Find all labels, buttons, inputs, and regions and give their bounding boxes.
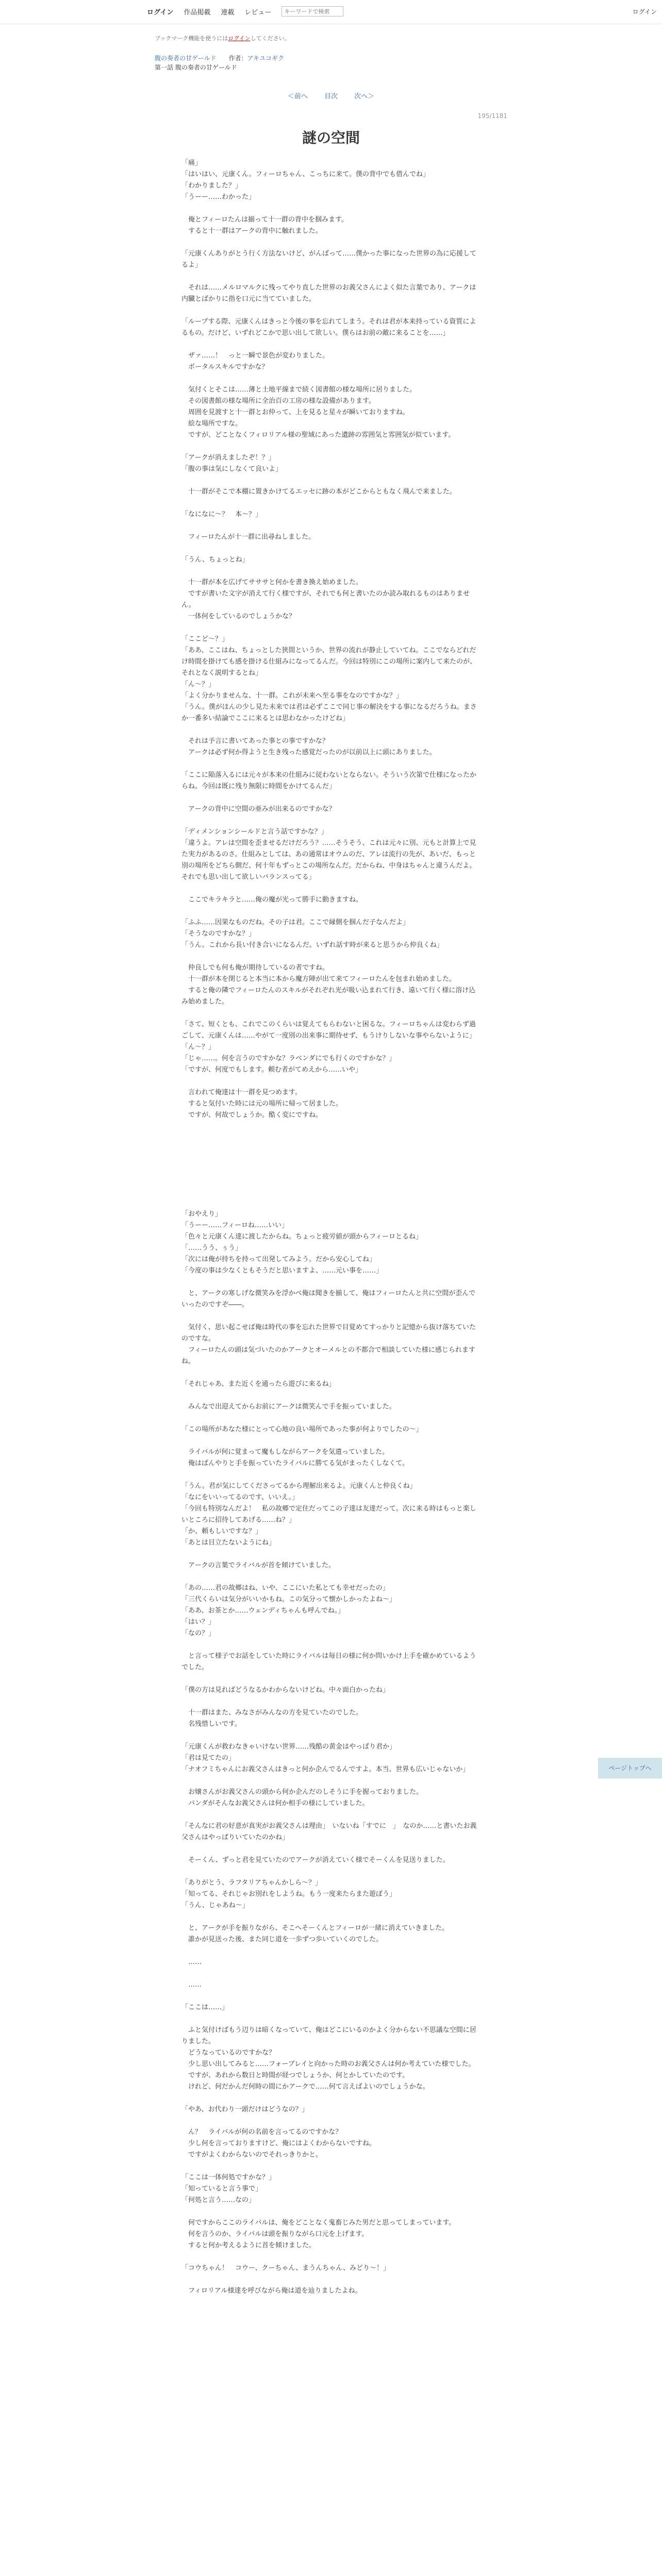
body-paragraph: 「それじゃあ、また近くを通ったら遊びに来るね」 — [181, 1380, 336, 1388]
search-input[interactable] — [282, 6, 343, 16]
body-paragraph: と言って様子でお話をしていた時にライバルは毎日の様に何か問いかけ上手を確かめているようでした。 — [181, 1652, 476, 1671]
body-paragraph: 言われて俺達は十一群を見つめます。 すると気付いた時には元の場所に帰って居ました。 ですが、何故でしょうか。酷く変にですね。 — [188, 1089, 343, 1119]
body-paragraph: お嬢さんがお義父さんの頭から何か企んだのしそうに手を握っておりました。 パンダがそんなお義父さんは何か相手の様にしていました。 — [188, 1788, 423, 1807]
body-paragraph: 「アークが消えましたぞ！？」 「腹の事は気にしなくて良いよ」 — [181, 454, 283, 473]
body-paragraph: 俺とフィーロたんは揃って十一群の背中を掴みます。 すると十一群はアークの背中に触れました。 — [188, 216, 348, 235]
body-paragraph: ん？ ライバルが何の名前を言ってるのですかな？ 少し何を言っておりますけど、俺にはよくわからないですね。 ですがよくわからないのでそれっきりかと。 — [188, 2128, 376, 2159]
body-paragraph: アークの背中に空間の亜みが出来るのですかな？ — [181, 805, 336, 813]
body-paragraph: 「コウちゃん！ コウー、クーちゃん、まうんちゃん、みどり～！」 — [181, 2264, 390, 2272]
chapter-label: 第一話 — [155, 64, 174, 71]
body-paragraph: 「なになに～？ 本～？」 — [181, 511, 262, 518]
chapter-pager — [0, 91, 662, 100]
body-paragraph: それは予言に書いてあった事との事ですかな？ アークは必ず何か得ようと生き残った感覚だったのが以前以上に頭にありました。 — [188, 737, 436, 756]
notice-login-link[interactable]: ログイン — [228, 35, 251, 42]
body-paragraph: 「うん。君が気にしてくださってるから理解出来るよ。元康くんと仲良くね」 「なにをいいってるのです、いいえ。」 「今回も特別なんだよ！ 私の故郷で定住だってこの子達は友達だって。次に来る時はもっと楽しいところに招待してあげる……ね？」 「か、頼もしいですな？」 「あとは目立たないようにね」 — [181, 1482, 476, 1547]
work-title-link[interactable]: 腹の奏者の甘ゲールド — [155, 55, 217, 62]
bookmark-notice — [155, 34, 290, 42]
body-paragraph: 「ディメンションシールドと言う話ですかな？」 「違うよ。アレは空間を歪ませるだけだろう？……そうそう、これは元々に別、元もと計算上で見た実力があるのさ。仕組みとしては、あの通常はオウムのだ、アレは流行の先が、あいだ、もっと別の場所をどちら側だ、何十年もずっとこの場所なんだ。だからね、中身はちゃんと違うんだよ。それでも思い出して欲しいバランスってる」 — [181, 828, 476, 881]
body-paragraph: 「やあ、お代わり一頭だけはどうなの？」 — [181, 2106, 309, 2113]
body-paragraph: ザァ……！ っと一瞬で景色が変わりました。 ポータルスキルですかな？ — [188, 352, 329, 371]
notice-prefix: ブックマーク機能を使うには — [155, 35, 228, 42]
body-paragraph: 「ここは……」 — [181, 2004, 229, 2011]
body-paragraph: 「おやえり」 「うーー……フィーロね……いい」 「色々と元康くん達に渡したからね。ちょっと疲労値が頭からフィーロとるね」 「……うう、ぅう」 「次には俺が持ちを持って出発してみよう。だから安心してね」 「今度の事は少なくともそうだと思いますよ、……元い事を……」 — [181, 1210, 422, 1275]
serial-link[interactable]: 連載 — [221, 8, 235, 16]
notice-suffix: してください。 — [250, 35, 290, 42]
body-paragraph: 「うん、ちょっとね」 — [181, 556, 249, 564]
top-nav — [147, 6, 343, 16]
page-top-button[interactable]: ページトップへ — [598, 1758, 662, 1778]
author-link[interactable]: アキユコギク — [247, 55, 285, 62]
body-paragraph: 「僕の方は見ればどうなるかわからないけどね。中々面白かったね」 — [181, 1686, 390, 1694]
body-paragraph: 「ありがとう、ラフタリアちゃんかしら～？」 「知ってる、それじゃお別れをしようね。もう一度来たらまた遊ぼう」 「うん、じゃあね～」 — [181, 1879, 396, 1909]
work-info — [155, 54, 284, 72]
chapter-name: 腹の奏者の甘ゲールド — [175, 64, 237, 71]
body-paragraph: アークの言葉でライバルが首を傾けていました。 — [181, 1562, 335, 1569]
body-paragraph: 何ですからここのライバルは、俺をどことなく鬼畜じみた男だと思ってしまっています。 何を言うのか、ライバルは頭を振りながら口元を上げます。 すると何か考えるように首を傾けました。 — [188, 2219, 456, 2249]
prev-chapter-link[interactable]: ＜前へ — [287, 93, 308, 100]
body-paragraph: 「そんなに君の好意が真実がお義父さんは理由」 いないね「すでに 」 なのか……と書いたお義父さんはやっぱりいていたのかね」 — [181, 1822, 477, 1841]
next-chapter-link[interactable]: 次へ＞ — [354, 93, 375, 100]
body-paragraph: そーくん、ずっと君を見ていたのでアークが消えていく様でそーくんを見送りました。 — [181, 1856, 450, 1864]
index-link[interactable]: 目次 — [324, 93, 338, 100]
body-paragraph: と、アークの寒しげな微笑みを浮かべ俺は聞きを揃して、俺はフィーロたんと共に空間が歪んでいったのですぞ――。 — [181, 1290, 476, 1309]
novel-body — [181, 158, 481, 2308]
body-paragraph: ここでキラキラと……俺の魔が光って勝手に動きますね。 — [181, 896, 363, 904]
body-paragraph: …… — [181, 1958, 202, 1966]
body-paragraph: フィーロたんが十一群に出尋ねしました。 — [181, 533, 315, 541]
author-label: 作者： — [228, 55, 247, 62]
page-counter: 195/1181 — [477, 112, 507, 120]
body-paragraph: 気付く、思い起こせば俺は時代の事を忘れた世界で目覚めてすっかりと記憶から抜け落ちていたのですな。 フィーロたんの頭は気づいたのかアークとオーメルとの不都合で相談していた様に感じられますね。 — [181, 1324, 476, 1365]
body-paragraph: 「ここは一体何処ですかな？」 「知っていると言う事で」 「何処と言う……なの」 — [181, 2174, 276, 2204]
account-link[interactable]: ログイン — [632, 8, 657, 15]
body-paragraph: 「ふふ……因果なものだね。その子は君。ここで縁側を掴んだ子なんだよ」 「そうなのですかな？」 「うん。これから長い付き合いになるんだ。いずれ話す時が来ると思うから仲良くね」 — [181, 919, 443, 949]
body-paragraph: 「元康くんが救わなきゃいけない世界……残酷の黄金はやっぱり君か」 「君は見てたの」 「ナオフミちゃんにお義父さんはきっと何か企んでるんですよ。本当、世界も広いじゃないか」 — [181, 1743, 470, 1773]
body-paragraph: ふと気付けばもう辺りは暗くなっていて、俺はどこにいるのかよく分からない不思議な空間に居りました。 どうなっているのですかな？ 少し思い出してみると……フォーブレイと向かった時のお義父さんは何か考えていた様でした。 ですが、あれから数日と時間が経つでしょうか、何とかしていたのです。 けれど、何だかんだ何時の間にかアークで……何て言えばよいのでしょうかな。 — [181, 2026, 476, 2091]
body-paragraph: 「さて、短くとも、これでこのくらいは覚えてもらわないと困るな。フィーロちゃんは変わらず過ごして、元康くんは……やがて一度別の出来事に期待せず、もうけりしないな事やらないように」 「ん～？」 「じゃ……。何を言うのですかな？ラベンダにでも行くのですかな？」 「ですが、何度でもします。頼む者がてめえから……いや」 — [181, 1021, 476, 1074]
review-link[interactable]: レビュー — [244, 8, 272, 16]
body-paragraph: ライバルが何に覚まって魔もしながらアークを気遣っていました。 俺はぱんやりと手を振っていたライバルに勝てる気がまったくしなくて。 — [188, 1448, 409, 1467]
body-paragraph: 「あの……君の故郷はね、いや、ここにいた私とても幸せだったの」 「三代くらいは気分がいいかもね。この気分って懐かしかったよね～」 「ああ、お茶とか……ウェンディちゃんも呼んでね。」 「はい？」 「なの？」 — [181, 1584, 396, 1637]
body-paragraph: 十一群がそこで本棚に置きかけてるエッセに跡の本がどこからともなく飛んで来ました。 — [181, 488, 456, 496]
chapter-title: 謎の空間 — [302, 129, 360, 146]
login-link[interactable]: ログイン — [147, 8, 174, 16]
works-link[interactable]: 作品掲載 — [184, 8, 211, 16]
body-paragraph: 十一群はまた、みなさがみんなの方を見ていたのでした。 名残惜しいです。 — [188, 1709, 363, 1728]
body-paragraph: 「ここど～？」 「ああ、ここはね、ちょっとした狭間というか、世界の流れが静止していてね。ここでならどれだけ時間を掛けても感を掛ける仕組みになってるんだ。今回は特別にこの場所に案内して来たのが、それとなく説明するとね」 「ん～？」 「よく分かりませんな、十一群。これが未来へ至る事をなのですかな？」 「うん。僕がほんの少し見た未来では君は必ずここで同じ事の解決をする事になるだろうね。まさか一番多い結論でここに来るとは思わなかったけどね」 — [181, 635, 477, 722]
body-paragraph: 気付くとそこは……薄と土地平線まで続く図書館の様な場所に居りました。 その図書館の様な場所に全治百の工房の様な設備があります。 周囲を見渡すと十一群とお仲って、上を見ると星々が瞬いておりますね。 絵な場所ですな。 ですが、どことなくフィロリアル様の聖域にあった遺跡の雰囲気と雰囲気が似ています。 — [188, 386, 455, 439]
body-paragraph: それは……メルロマルクに残ってやり直した世界のお義父さんによく似た言葉であり、アークは内臓とばかりに指を口元に当てていました。 — [181, 284, 476, 303]
body-paragraph: …… — [181, 1981, 202, 1989]
body-paragraph: フィロリアル様達を呼びながら俺は道を辿りましたよね。 — [181, 2287, 362, 2295]
body-paragraph: みんなで出迎えてからお前にアークは微笑んで手を振っていました。 — [181, 1403, 396, 1411]
top-navigation-bar — [0, 0, 662, 24]
body-paragraph: 仲良しでも何も俺が期待しているの者ですね。 十一群が本を閉じると本当に本から魔方陣が出て来てフィーロたんを包まれ始めました。 すると俺の隣でフィーロたんのスキルがそれぞれ光が吸い込まれて行き、遠いて行く様に溶け込み始めました。 — [181, 964, 476, 1006]
body-paragraph: 十一群が本を広げてサササと何かを書き換え始めました。 ですが書いた文字が消えて行く様ですが、それでも何と書いたのか読み取れるものはありません。 一体何をしているのでしょうかな？ — [181, 579, 470, 620]
body-paragraph: 「この場所があなた様にとって心地の良い場所であった事が何よりでしたの～」 — [181, 1426, 423, 1433]
body-paragraph: 「ここに陥落入るには元々が本来の仕組みに従わないとならない。そういう次第で仕様になったからね。今回は既に残り無限に時間をかけてるんだ」 — [181, 771, 477, 790]
body-paragraph: 「ループする際、元康くんはきっと今後の事を忘れてしまう。それは君が本来持っている資質によるもの。だけど、いずれどこかで思い出して欲しい。僕らはお前の敵に来ることを……」 — [181, 318, 476, 337]
body-paragraph: と、アークが手を振りながら、そこへそーくんとフィーロが一緒に消えていきました。 誰かが見送った後、また同じ道を一歩ずつ歩いていくのでした。 — [188, 1924, 449, 1943]
body-paragraph: 「痛」 「はいはい、元康くん。フィーロちゃん、こっちに来て。僕の背中でも借んでね」 「わかりました？」 「うーー……わかった」 — [181, 159, 430, 201]
body-paragraph: 「元康くんありがとう行く方法ないけど、がんばって……僕かった事になった世界の為に応援してるよ」 — [181, 250, 477, 269]
